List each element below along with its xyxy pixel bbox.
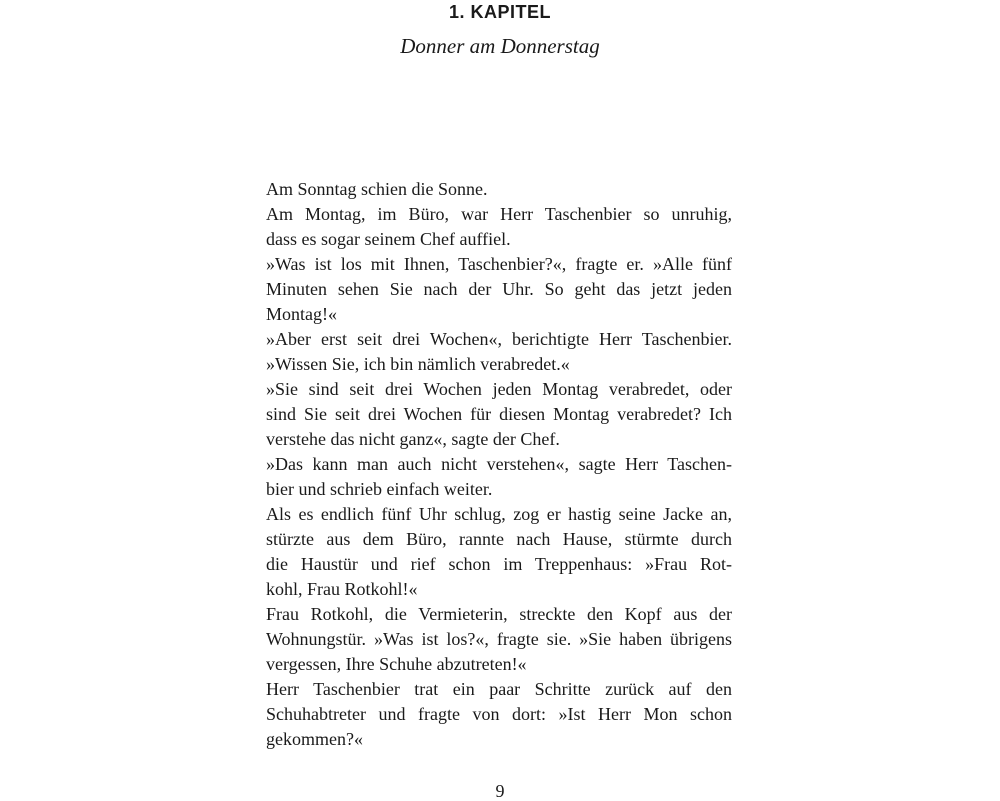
text-line: »Sie sind seit drei Wochen jeden Montag verabredet, oder [266, 379, 732, 399]
chapter-title: Donner am Donnerstag [400, 34, 600, 58]
text-line: Montag!« [266, 304, 337, 324]
text-line: sind Sie seit drei Wochen für diesen Montag verabredet? Ich [266, 404, 732, 424]
text-line: stürzte aus dem Büro, rannte nach Hause, stürmte durch [266, 529, 732, 549]
text-line: kohl, Frau Rotkohl!« [266, 579, 418, 599]
text-line: Wohnungstür. »Was ist los?«, fragte sie. »Sie haben übrigens [266, 629, 732, 649]
text-line: Minuten sehen Sie nach der Uhr. So geht das jetzt jeden [266, 279, 732, 299]
text-line: »Das kann man auch nicht verstehen«, sagte Herr Taschen- [266, 454, 732, 474]
text-line: bier und schrieb einfach weiter. [266, 479, 493, 499]
text-line: Am Montag, im Büro, war Herr Taschenbier so unruhig, [266, 204, 732, 224]
text-line: verstehe das nicht ganz«, sagte der Chef. [266, 429, 560, 449]
text-line: dass es sogar seinem Chef auffiel. [266, 229, 511, 249]
text-line: »Aber erst seit drei Wochen«, berichtigte Herr Taschenbier. [266, 329, 732, 349]
text-line: Herr Taschenbier trat ein paar Schritte zurück auf den [266, 679, 732, 699]
text-line: Schuhabtreter und fragte von dort: »Ist Herr Mon schon [266, 704, 732, 724]
text-line: »Wissen Sie, ich bin nämlich verabredet.« [266, 354, 570, 374]
page-number: 9 [495, 781, 505, 801]
text-line: Am Sonntag schien die Sonne. [266, 179, 488, 199]
text-line: die Haustür und rief schon im Treppenhaus: »Frau Rot- [266, 554, 732, 574]
text-line: vergessen, Ihre Schuhe abzutreten!« [266, 654, 527, 674]
text-line: gekommen?« [266, 729, 363, 749]
body-text [266, 177, 732, 752]
text-line: »Was ist los mit Ihnen, Taschenbier?«, fragte er. »Alle fünf [266, 254, 732, 274]
chapter-number: 1. KAPITEL [448, 2, 551, 22]
text-line: Frau Rotkohl, die Vermieterin, streckte den Kopf aus der [266, 604, 732, 624]
text-line: Als es endlich fünf Uhr schlug, zog er hastig seine Jacke an, [266, 504, 732, 524]
